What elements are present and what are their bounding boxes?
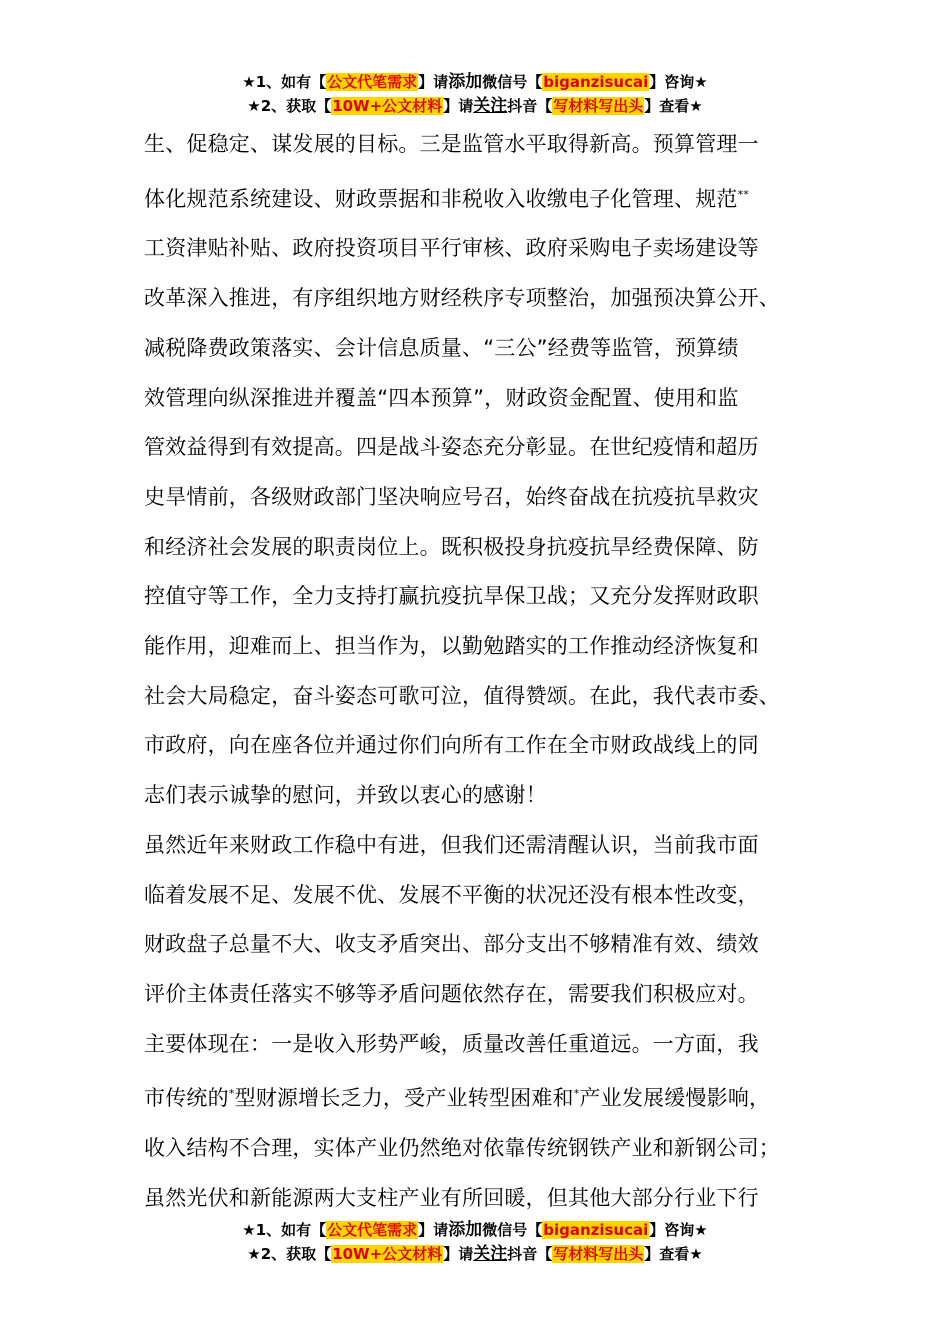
banner-highlight-wechat-id: biganzisucai: [543, 1221, 649, 1239]
footer-banner: [0, 1218, 950, 1266]
banner-line-2-suffix: 】查看★: [644, 97, 703, 115]
banner-line-2: [0, 1242, 950, 1266]
body-line: 工资津贴补贴、政府投资项目平行审核、政府采购电子卖场建设等: [144, 236, 759, 261]
banner-highlight-materials: 10W+公文材料: [332, 97, 443, 115]
body-line: 减税降费政策落实、会计信息质量、“三公”经费等监管，预算绩: [144, 335, 739, 360]
banner-line-1-prefix: ★1、如有【: [242, 73, 327, 91]
banner-line-1: [0, 1218, 950, 1242]
banner-highlight-wechat-id: biganzisucai: [543, 73, 649, 91]
body-line: 虽然近年来财政工作稳中有进，但我们还需清醒认识，当前我市面: [144, 832, 759, 857]
body-line-text: 体化规范系统建设、财政票据和非税收入收缴电子化管理、规范: [144, 186, 738, 211]
header-banner: [0, 70, 950, 118]
body-line: 和经济社会发展的职责岗位上。既积极投身抗疫抗旱经费保障、防: [144, 534, 759, 559]
banner-line-1-mid2: 微信号【: [482, 1221, 543, 1239]
body-line: [144, 170, 834, 225]
banner-line-1-mid2: 微信号【: [482, 73, 543, 91]
banner-highlight-douyin: 写材料写出头: [553, 1245, 644, 1263]
banner-line-1-add: 添加: [448, 72, 483, 92]
body-line: 生、促稳定、谋发展的目标。三是监管水平取得新高。预算管理一: [144, 132, 759, 156]
banner-line-2-prefix: ★2、获取【: [247, 97, 332, 115]
redaction-mark: **: [737, 187, 750, 201]
banner-highlight-service: 公文代笔需求: [327, 1221, 418, 1239]
banner-line-2-mid1: 】请: [443, 97, 474, 115]
banner-line-1-prefix: ★1、如有【: [242, 1221, 327, 1239]
banner-line-2-mid1: 】请: [443, 1245, 474, 1263]
banner-highlight-service: 公文代笔需求: [327, 73, 418, 91]
body-line: 改革深入推进，有序组织地方财经秩序专项整治，加强预决算公开、: [144, 286, 780, 311]
body-line: 评价主体责任落实不够等矛盾问题依然存在，需要我们积极应对。: [144, 981, 759, 1006]
body-line: 志们表示诚挚的慰问，并致以衷心的感谢！: [144, 783, 547, 808]
banner-line-2-suffix: 】查看★: [644, 1245, 703, 1263]
body-line: [144, 1069, 834, 1124]
body-line: 效管理向纵深推进并覆盖“四本预算”，财政资金配置、使用和监: [144, 385, 739, 410]
body-line: 史旱情前，各级财政部门坚决响应号召，始终奋战在抗疫抗旱救灾: [144, 484, 759, 509]
body-line: 控值守等工作，全力支持打赢抗疫抗旱保卫战；又充分发挥财政职: [144, 584, 759, 609]
redaction-mark: *: [573, 1087, 580, 1101]
body-line: 主要体现在：一是收入形势严峻，质量改善任重道远。一方面，我: [144, 1031, 759, 1056]
banner-line-2-follow: 关注: [473, 96, 508, 116]
banner-line-2-prefix: ★2、获取【: [247, 1245, 332, 1263]
body-line: 能作用，迎难而上、担当作为，以勤勉踏实的工作推动经济恢复和: [144, 634, 759, 659]
body-line: 临着发展不足、发展不优、发展不平衡的状况还没有根本性改变，: [144, 882, 759, 907]
body-line: 虽然光伏和新能源两大支柱产业有所回暖，但其他大部分行业下行: [144, 1185, 759, 1210]
banner-line-2: [0, 94, 950, 118]
banner-highlight-materials: 10W+公文材料: [332, 1245, 443, 1263]
banner-line-1-mid1: 】请: [418, 73, 449, 91]
body-line-text: 产业发展缓慢影响，: [579, 1086, 771, 1111]
banner-line-1-mid1: 】请: [418, 1221, 449, 1239]
body-line: 社会大局稳定，奋斗姿态可歌可泣，值得赞颂。在此，我代表市委、: [144, 683, 780, 708]
body-line-text: 市传统的: [144, 1086, 229, 1111]
redaction-mark: *: [228, 1087, 235, 1101]
body-line: 市政府，向在座各位并通过你们向所有工作在全市财政战线上的同: [144, 733, 759, 758]
banner-line-1-suffix: 】咨询★: [649, 1221, 708, 1239]
body-line: 财政盘子总量不大、收支矛盾突出、部分支出不够精准有效、绩效: [144, 932, 759, 957]
banner-line-1: [0, 70, 950, 94]
banner-line-2-mid2: 抖音【: [507, 97, 553, 115]
banner-line-2-mid2: 抖音【: [507, 1245, 553, 1263]
banner-line-2-follow: 关注: [473, 1244, 508, 1264]
banner-line-1-suffix: 】咨询★: [649, 73, 708, 91]
body-line: 收入结构不合理，实体产业仍然绝对依靠传统钢铁产业和新钢公司；: [144, 1136, 780, 1161]
banner-highlight-douyin: 写材料写出头: [553, 97, 644, 115]
body-line: 管效益得到有效提高。四是战斗姿态充分彰显。在世纪疫情和超历: [144, 435, 759, 460]
banner-line-1-add: 添加: [448, 1220, 483, 1240]
body-line-text: 型财源增长乏力，受产业转型困难和: [234, 1086, 574, 1111]
document-body: [144, 120, 834, 1223]
